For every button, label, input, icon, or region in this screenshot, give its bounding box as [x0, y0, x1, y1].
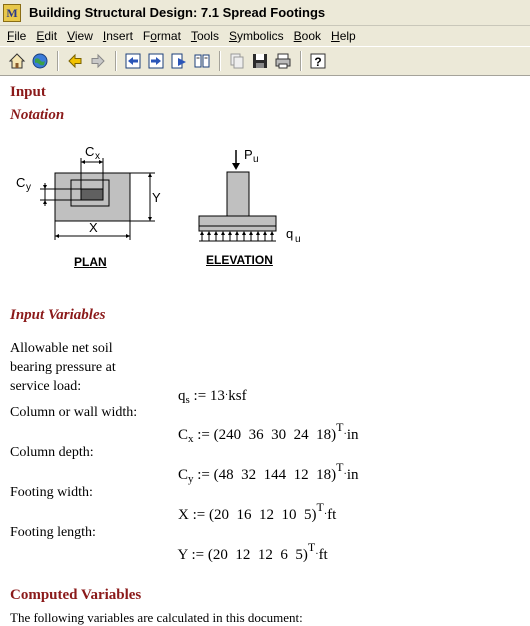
plan-caption: PLAN — [74, 255, 107, 269]
menu-tools[interactable]: Tools — [190, 29, 219, 43]
cx-sub-label: x — [95, 151, 100, 162]
cy-label: C — [16, 175, 26, 190]
window-title: Building Structural Design: 7.1 Spread Footings — [29, 5, 326, 20]
pressure-arrowhead — [270, 231, 274, 235]
pressure-arrowhead — [256, 231, 260, 235]
pressure-arrowhead — [235, 231, 239, 235]
equation-cx[interactable]: $C_x$ := (240 36 30 24 18)$^T$·in — [178, 420, 359, 445]
menu-insert[interactable]: Insert — [102, 29, 133, 43]
var-label-y: Footing length: — [10, 525, 96, 540]
toolbar-separator — [300, 51, 302, 71]
print-icon[interactable] — [272, 50, 294, 72]
section-back-icon[interactable] — [122, 50, 144, 72]
app-logo-icon: M — [3, 4, 21, 22]
equation-y[interactable]: Y := (20 12 12 6 5)$^T$·ft — [177, 540, 328, 563]
toolbar — [0, 46, 530, 76]
home-icon[interactable] — [6, 50, 28, 72]
section-heading-input-variables: Input Variables — [10, 307, 106, 323]
elevation-footing-rect — [199, 216, 276, 231]
cy-sub-label: y — [26, 182, 31, 193]
equation-qs[interactable]: $q_s$ := 13·ksf — [178, 388, 247, 406]
toolbar-separator — [115, 51, 117, 71]
var-label-cx: Column or wall width: — [10, 405, 138, 420]
menu-bar — [0, 26, 530, 46]
qu-sub-label: u — [295, 234, 301, 245]
plan-diagram — [10, 140, 180, 250]
bookmark-icon[interactable] — [168, 50, 190, 72]
soil-pressure-arrows — [199, 231, 276, 241]
menu-format[interactable]: Format — [142, 29, 181, 43]
pressure-arrowhead — [200, 231, 204, 235]
x-label: X — [89, 220, 98, 235]
svg-text:?: ? — [314, 55, 322, 69]
equation-cy[interactable]: $C_y$ := (48 32 144 12 18)$^T$·in — [178, 460, 359, 485]
globe-icon[interactable] — [29, 50, 51, 72]
help-icon[interactable] — [307, 50, 329, 72]
copy-icon[interactable] — [226, 50, 248, 72]
back-arrow-icon[interactable] — [64, 50, 86, 72]
section-heading-input: Input — [10, 84, 46, 100]
pressure-arrowhead — [207, 231, 211, 235]
equation-x[interactable]: X := (20 16 12 10 5)$^T$·ft — [178, 500, 337, 523]
computed-intro-text: The following variables are calculated in this document: — [10, 610, 303, 625]
elevation-caption: ELEVATION — [206, 253, 273, 267]
toolbar-separator — [219, 51, 221, 71]
pressure-arrowhead — [228, 231, 232, 235]
save-icon[interactable] — [249, 50, 271, 72]
y-label: Y — [152, 190, 161, 205]
pressure-arrowhead — [242, 231, 246, 235]
pressure-arrowhead — [214, 231, 218, 235]
section-forward-icon[interactable] — [145, 50, 167, 72]
title-bar — [0, 0, 530, 26]
plan-column-rect — [81, 189, 103, 200]
forward-arrow-icon[interactable] — [87, 50, 109, 72]
qu-label: q — [286, 226, 294, 241]
pressure-arrowhead — [263, 231, 267, 235]
document-content — [0, 77, 530, 625]
menu-file[interactable]: File — [7, 29, 27, 43]
section-heading-computed-variables: Computed Variables — [10, 587, 142, 603]
elevation-diagram — [190, 142, 320, 252]
annotations-icon[interactable] — [191, 50, 213, 72]
pu-label: P — [244, 147, 253, 162]
pressure-arrowhead — [249, 231, 253, 235]
menu-help[interactable]: Help — [331, 29, 356, 43]
var-label-cy: Column depth: — [10, 445, 94, 460]
section-heading-notation: Notation — [10, 107, 65, 123]
elevation-column-rect — [227, 172, 249, 216]
var-label-x: Footing width: — [10, 485, 93, 500]
toolbar-separator — [57, 51, 59, 71]
menu-book[interactable]: Book — [293, 29, 322, 43]
menu-symbolics[interactable]: Symbolics — [228, 29, 284, 43]
menu-edit[interactable]: Edit — [36, 29, 58, 43]
pressure-arrowhead — [221, 231, 225, 235]
pu-sub-label: u — [253, 154, 259, 165]
cx-label: C — [85, 144, 95, 159]
var-label-qs: Allowable net soil bearing pressure at service load: — [10, 341, 116, 394]
menu-view[interactable]: View — [67, 29, 93, 43]
